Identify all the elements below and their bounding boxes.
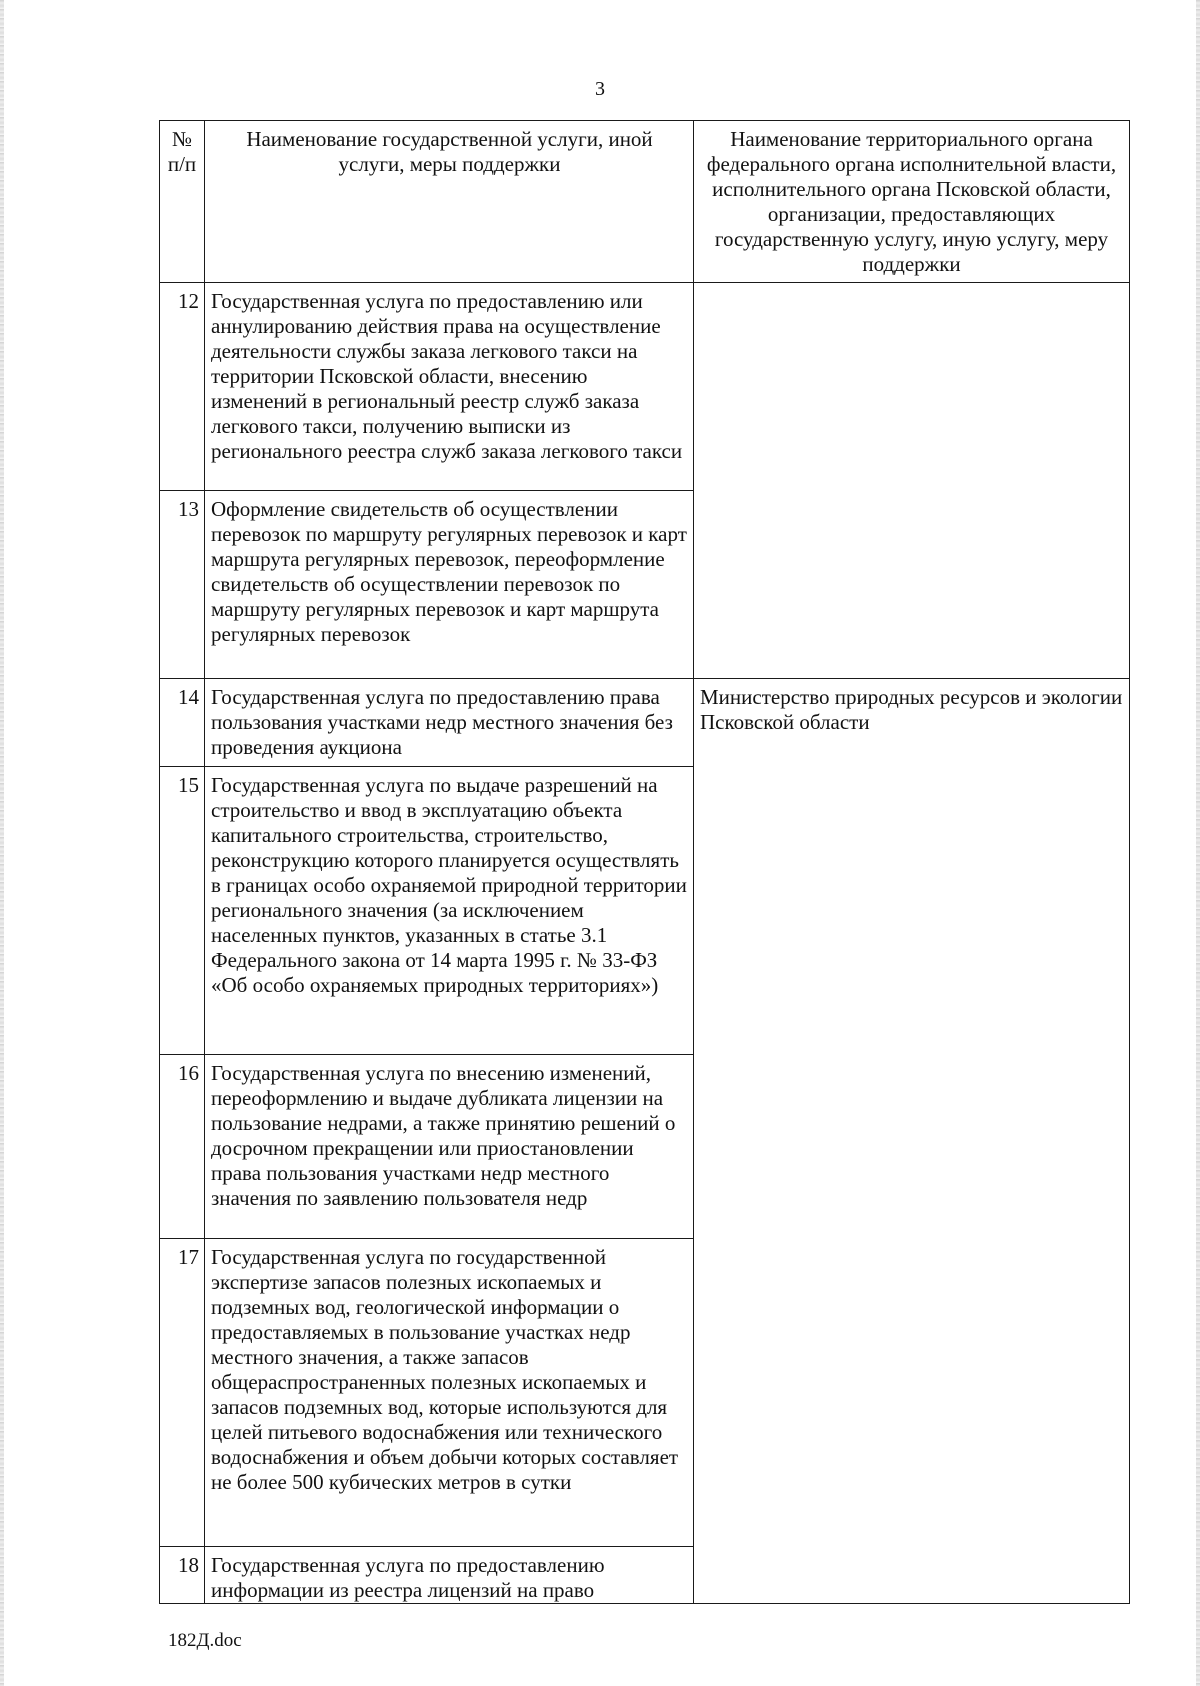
header-number: № п/п	[160, 121, 205, 283]
header-service-name: Наименование государственной услуги, иной услуги, меры поддержки	[205, 121, 694, 283]
row-number: 18	[160, 1547, 205, 1604]
row-number: 14	[160, 679, 205, 767]
table-row	[160, 283, 1130, 491]
service-name: Государственная услуга по выдаче разрешений на строительство и ввод в эксплуатацию объекта капитального строительства, строительство, реконструкцию которого планируется осуществлять в границах особо охраняемой природной территории регионального значения (за исключением населенных пунктов, указанных в статье 3.1 Федерального закона от 14 марта 1995 г. № 33-ФЗ «Об особо охраняемых природных территориях»)	[205, 767, 694, 1055]
service-name: Государственная услуга по предоставлению информации из реестра лицензий на право	[205, 1547, 694, 1604]
table-header	[160, 121, 1130, 283]
service-name: Государственная услуга по предоставлению права пользования участками недр местного значения без проведения аукциона	[205, 679, 694, 767]
service-name: Оформление свидетельств об осуществлении перевозок по маршруту регулярных перевозок и карт маршрута регулярных перевозок, переоформление свидетельств об осуществлении перевозок по маршруту регулярных перевозок и карт маршрута регулярных перевозок	[205, 491, 694, 679]
page-number: 3	[595, 78, 605, 100]
organization-cell: Министерство природных ресурсов и экологии Псковской области	[694, 679, 1130, 1604]
service-name: Государственная услуга по предоставлению или аннулированию действия права на осуществление деятельности службы заказа легкового такси на территории Псковской области, внесению изменений в региональный реестр служб заказа легкового такси, получению выписки из регионального реестра служб заказа легкового такси	[205, 283, 694, 491]
table-body	[160, 283, 1130, 1604]
scan-left-edge	[0, 0, 4, 1686]
header-row	[160, 121, 1130, 283]
row-number: 16	[160, 1055, 205, 1239]
scan-right-edge	[1196, 0, 1200, 1686]
document-footer-code: 182Д.doc	[168, 1630, 242, 1651]
row-number: 17	[160, 1239, 205, 1547]
service-name: Государственная услуга по государственной экспертизе запасов полезных ископаемых и подземных вод, геологической информации о предоставляемых в пользование участках недр местного значения, а также запасов общераспространенных полезных ископаемых и запасов подземных вод, которые используются для целей питьевого водоснабжения или технического водоснабжения и объем добычи которых составляет не более 500 кубических метров в сутки	[205, 1239, 694, 1547]
row-number: 12	[160, 283, 205, 491]
table-row	[160, 679, 1130, 767]
row-number: 15	[160, 767, 205, 1055]
organization-cell	[694, 283, 1130, 679]
service-name: Государственная услуга по внесению изменений, переоформлению и выдаче дубликата лицензии на пользование недрами, а также принятию решений о досрочном прекращении или приостановлении права пользования участками недр местного значения по заявлению пользователя недр	[205, 1055, 694, 1239]
header-organization: Наименование территориального органа федерального органа исполнительной власти, исполнительного органа Псковской области, организации, предоставляющих государственную услугу, иную услугу, меру поддержки	[694, 121, 1130, 283]
row-number: 13	[160, 491, 205, 679]
services-table	[159, 120, 1130, 1604]
